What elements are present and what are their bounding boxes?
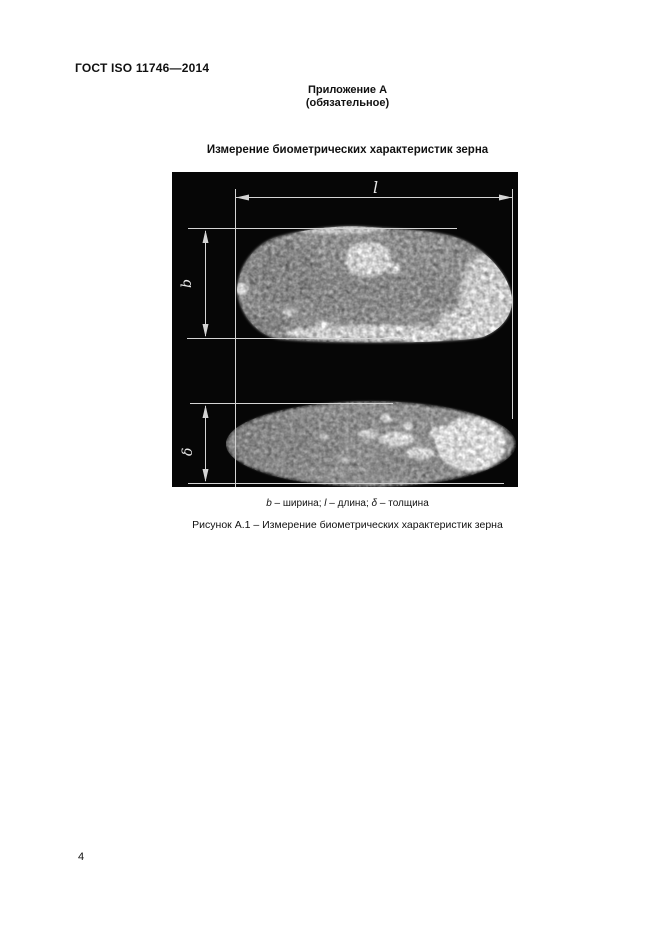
- appendix-type: (обязательное): [305, 97, 390, 109]
- figure-photo: [172, 172, 518, 487]
- appendix-block: [75, 84, 620, 110]
- document-header: ГОСТ ISO 11746—2014: [75, 61, 210, 75]
- thickness-dim-label: δ: [180, 447, 196, 456]
- legend-thickness-text: – толщина: [377, 498, 429, 509]
- grain-measurement-figure: [172, 172, 518, 487]
- legend-length-symbol: l: [324, 498, 327, 509]
- width-dim-label: b: [179, 279, 195, 288]
- legend-thickness-symbol: δ: [371, 498, 378, 509]
- section-title: Измерение биометрических характеристик зерна: [206, 144, 489, 156]
- figure-caption: Рисунок А.1 – Измерение биометрических характеристик зерна: [192, 519, 503, 531]
- legend-width-symbol: b: [266, 498, 272, 509]
- length-dim-label: l: [373, 178, 379, 197]
- legend-length-text: – длина;: [326, 498, 372, 509]
- legend-width-text: – ширина;: [271, 498, 325, 509]
- appendix-title: Приложение А: [307, 84, 388, 96]
- figure-legend: [75, 498, 620, 509]
- page-number: 4: [78, 851, 85, 863]
